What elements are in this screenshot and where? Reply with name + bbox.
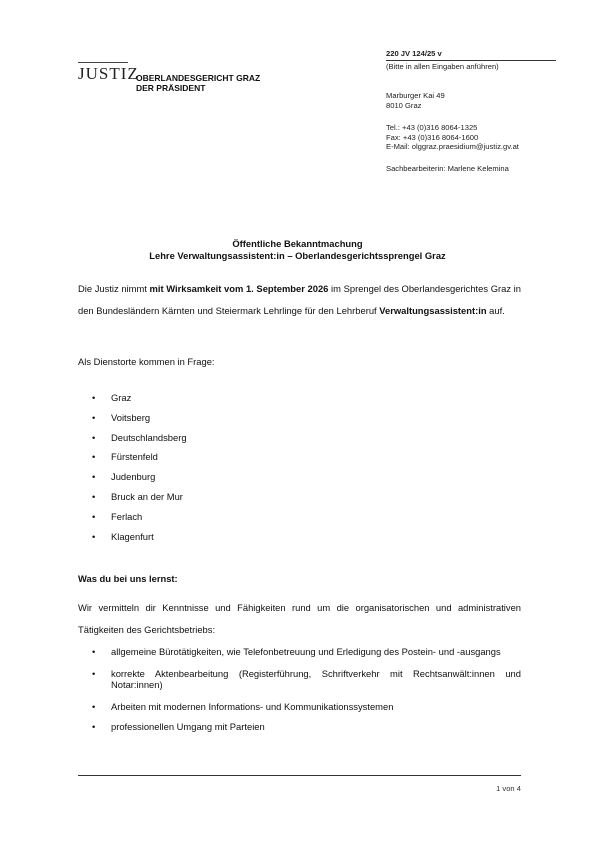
list-item: • Bruck an der Mur xyxy=(92,487,187,507)
intro-text-1: Die Justiz nimmt xyxy=(78,283,150,294)
email: E-Mail: olggraz.praesidium@justiz.gv.at xyxy=(386,142,519,151)
document-subtitle: Lehre Verwaltungsassistent:in – Oberlandesgerichtssprengel Graz xyxy=(149,250,446,261)
list-item: • professionellen Umgang mit Parteien xyxy=(92,721,521,733)
list-item: • Judenburg xyxy=(92,467,187,487)
address-block xyxy=(386,91,445,110)
footer-divider xyxy=(78,775,521,776)
office-name: DER PRÄSIDENT xyxy=(136,83,206,93)
tasks-list xyxy=(92,646,521,733)
fax: Fax: +43 (0)316 8064-1600 xyxy=(386,132,479,142)
learn-intro: Wir vermitteln dir Kenntnisse und Fähigkeiten rund um die organisatorischen und administrativen Tätigkeiten des Gerichtsbetriebs: xyxy=(78,602,521,635)
address-city: 8010 Graz xyxy=(386,100,422,110)
justiz-logo: JUSTIZ xyxy=(78,62,128,87)
list-item: • allgemeine Bürotätigkeiten, wie Telefonbetreuung und Erledigung des Postein- und -ausgangs xyxy=(92,646,521,658)
reference-number: 220 JV 124/25 v xyxy=(386,49,442,58)
intro-paragraph xyxy=(78,278,521,321)
locations-intro: Als Dienstorte kommen in Frage: xyxy=(78,356,215,367)
contact-block xyxy=(386,123,519,152)
list-item: • Voitsberg xyxy=(92,408,187,428)
intro-effective-date: mit Wirksamkeit vom 1. September 2026 xyxy=(149,283,329,294)
intro-text-2: im Sprengel des Oberlandesgerichtes Graz in den Bundesländern Kärnten und Steiermark Lehrlinge für den Lehrberuf xyxy=(78,283,521,316)
intro-profession: Verwaltungsassistent:in xyxy=(379,304,487,316)
intro-text-3: auf. xyxy=(486,304,505,316)
address-street: Marburger Kai 49 xyxy=(386,91,445,100)
list-item: • Graz xyxy=(92,388,187,408)
list-item: • Arbeiten mit modernen Informations- und Kommunikationssystemen xyxy=(92,701,521,713)
telephone: Tel.: +43 (0)316 8064-1325 xyxy=(386,123,478,132)
list-item: • korrekte Aktenbearbeitung (Registerführung, Schriftverkehr mit Rechtsanwält:innen und Notar:innen) xyxy=(92,668,521,691)
list-item: • Deutschlandsberg xyxy=(92,428,187,448)
reference-hint: (Bitte in allen Eingaben anführen) xyxy=(386,62,499,71)
list-item: • Fürstenfeld xyxy=(92,447,187,467)
page-number: 1 von 4 xyxy=(496,784,521,793)
list-item: • Ferlach xyxy=(92,507,187,527)
locations-list xyxy=(92,388,187,546)
clerk: Sachbearbeiterin: Marlene Kelemina xyxy=(386,164,509,173)
court-name: OBERLANDESGERICHT GRAZ xyxy=(136,73,261,83)
document-title: Öffentliche Bekanntmachung xyxy=(232,238,363,249)
list-item: • Klagenfurt xyxy=(92,527,187,547)
learn-heading: Was du bei uns lernst: xyxy=(78,573,178,584)
reference-underline xyxy=(386,60,556,61)
court-header xyxy=(136,73,260,93)
